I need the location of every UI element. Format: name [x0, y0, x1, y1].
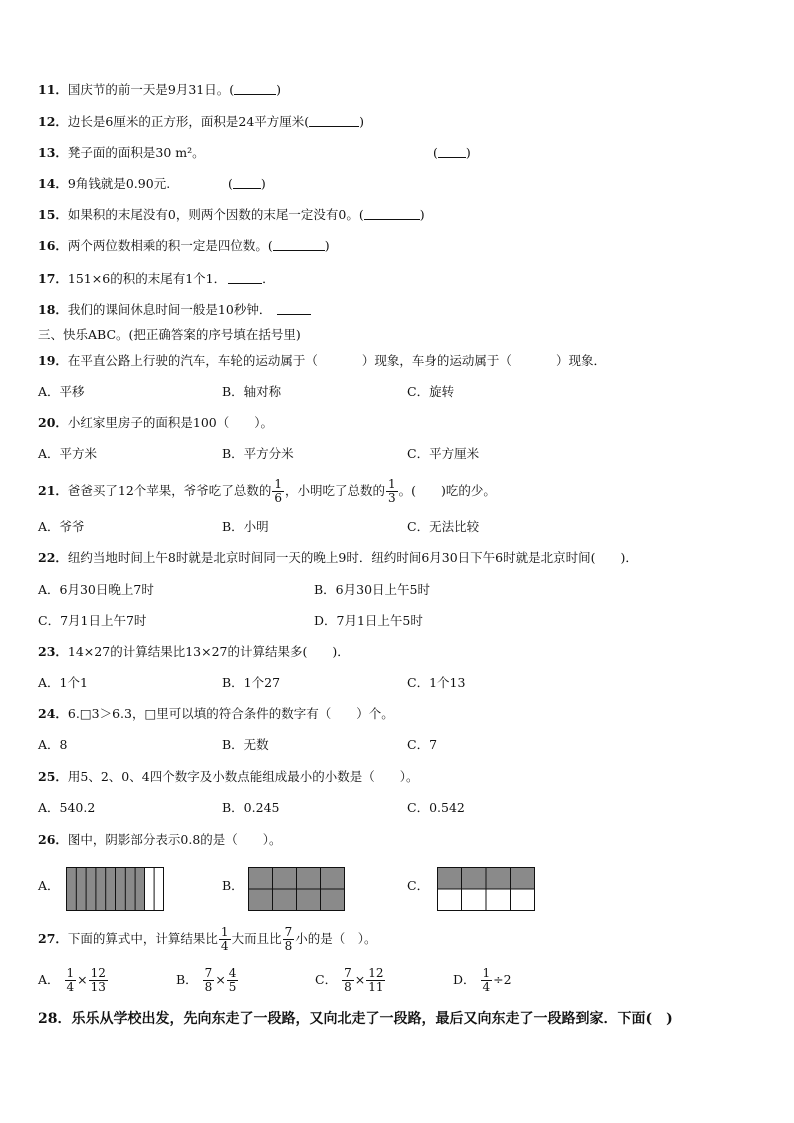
question-number: 18． — [38, 302, 68, 317]
option-c[interactable]: C． — [407, 878, 430, 893]
option-c[interactable]: C．1个13 — [407, 675, 466, 690]
option-c[interactable]: C．无法比较 — [407, 519, 480, 534]
question-text: 两个两位数相乘的积一定是四位数。( — [67, 238, 273, 253]
question-23 — [38, 643, 350, 661]
question-number: 21． — [38, 483, 68, 498]
question-number: 15． — [38, 207, 68, 222]
question-text: 用5、2、0、4四个数字及小数点能组成最小的小数是（ ）。 — [67, 769, 419, 784]
answer-blank[interactable] — [309, 114, 359, 127]
fraction: $\frac{12}{13}$ — [90, 966, 106, 994]
question-11 — [38, 81, 281, 99]
option-b[interactable]: B．1个27 — [222, 675, 281, 690]
option-d[interactable]: D． $\frac{1}{4}$ ÷2 — [453, 966, 512, 994]
paren-close: ) — [359, 114, 365, 129]
option-b[interactable]: B．平方分米 — [222, 446, 294, 461]
option-b[interactable]: B．小明 — [222, 519, 269, 534]
fraction: $\frac{4}{5}$ — [228, 966, 237, 994]
option-a[interactable]: A．1个1 — [38, 675, 88, 690]
question-14 — [38, 175, 298, 193]
question-27: 27．下面的算式中，计算结果比 $\frac{1}{4}$ 大而且比 $\frac{7}{8}$ 小的是（ ）。 — [38, 925, 377, 953]
option-b[interactable]: B． $\frac{7}{8}$ × $\frac{4}{5}$ — [176, 966, 237, 994]
question-number: 12． — [38, 114, 68, 129]
option-b[interactable]: B．轴对称 — [222, 384, 282, 399]
section-heading: 三、快乐ABC。(把正确答案的序号填在括号里) — [38, 327, 301, 342]
period: ． — [262, 271, 275, 286]
fraction: $\frac{1}{3}$ — [387, 477, 396, 505]
answer-blank[interactable] — [277, 302, 311, 315]
question-number: 19． — [38, 353, 68, 368]
option-b[interactable]: B．0.245 — [222, 800, 280, 815]
option-c[interactable]: C．7月1日上午7时 — [38, 613, 147, 628]
question-text: 14×27的计算结果比13×27的计算结果多( )． — [67, 644, 350, 659]
question-number: 16． — [38, 238, 68, 253]
question-number: 20． — [38, 415, 68, 430]
question-21: 21．爸爸买了12个苹果，爷爷吃了总数的 $\frac{1}{6}$ ，小明吃了总数的 $\frac{1}{3}$ 。( )吃的少。 — [38, 477, 496, 505]
question-18 — [38, 301, 311, 319]
option-c[interactable]: C．7 — [407, 737, 438, 752]
option-a[interactable]: A．平方米 — [38, 446, 98, 461]
option-a[interactable]: A．6月30日晚上7时 — [38, 582, 154, 597]
answer-paren: ( ) — [433, 145, 471, 160]
question-28 — [38, 1010, 673, 1028]
question-number: 27． — [38, 931, 68, 946]
answer-blank[interactable] — [438, 145, 466, 158]
question-number: 17． — [38, 271, 68, 286]
fraction: $\frac{7}{8}$ — [284, 925, 293, 953]
question-text: 小红家里房子的面积是100（ ）。 — [67, 415, 274, 430]
question-text: 9角钱就是0.90元. — [67, 176, 171, 191]
option-a[interactable]: A．8 — [38, 737, 68, 752]
question-25 — [38, 768, 418, 786]
question-19: 19．在平直公路上行驶的汽车，车轮的运动属于（ ）现象，车身的运动属于（ ）现象． — [38, 353, 606, 368]
fraction: $\frac{12}{11}$ — [368, 966, 384, 994]
fraction: $\frac{1}{4}$ — [482, 966, 491, 994]
option-c[interactable]: C．平方厘米 — [407, 446, 480, 461]
fraction: $\frac{1}{4}$ — [66, 966, 75, 994]
question-text: 151×6的积的末尾有1个1． — [67, 271, 227, 286]
question-26 — [38, 831, 282, 849]
paren-close: ) — [324, 238, 330, 253]
question-text: 纽约当地时间上午8时就是北京时间同一天的晚上9时．纽约时间6月30日下午6时就是北京时间( )． — [67, 550, 638, 565]
paren-close: ) — [276, 82, 282, 97]
answer-paren: ( ) — [228, 176, 266, 191]
question-text: 凳子面的面积是30 m²。 — [67, 145, 205, 160]
question-number: 11． — [38, 82, 68, 97]
option-b[interactable]: B． — [222, 878, 244, 893]
option-b[interactable]: B．无数 — [222, 737, 269, 752]
question-text: 国庆节的前一天是9月31日。( — [67, 82, 235, 97]
figure-a-vertical-strips[interactable] — [66, 867, 164, 911]
question-number: 28． — [38, 1011, 72, 1027]
question-15 — [38, 206, 425, 224]
question-text: 如果积的末尾没有0，则两个因数的末尾一定没有0。( — [67, 207, 364, 222]
option-a[interactable]: A．平移 — [38, 384, 85, 399]
figure-b-grid[interactable] — [248, 867, 345, 911]
fraction: $\frac{7}{8}$ — [204, 966, 213, 994]
question-number: 22． — [38, 550, 68, 565]
question-number: 25． — [38, 769, 68, 784]
answer-blank[interactable] — [273, 238, 325, 251]
question-13 — [38, 144, 488, 162]
question-number: 13． — [38, 145, 68, 160]
fraction: $\frac{7}{8}$ — [344, 966, 352, 994]
answer-blank[interactable] — [228, 271, 262, 284]
question-text: 我们的课间休息时间一般是10秒钟． — [67, 302, 272, 317]
option-d[interactable]: D．7月1日上午5时 — [314, 613, 423, 628]
question-17 — [38, 270, 275, 288]
question-text: 边长是6厘米的正方形，面积是24平方厘米( — [67, 114, 310, 129]
option-c[interactable]: C．0.542 — [407, 800, 465, 815]
paren-close: ) — [419, 207, 425, 222]
question-text: 6.□3＞6.3，□里可以填的符合条件的数字有（ ）个。 — [67, 706, 394, 721]
question-16 — [38, 237, 330, 255]
option-c[interactable]: C．旋转 — [407, 384, 455, 399]
option-a[interactable]: A．540.2 — [38, 800, 96, 815]
fraction: $\frac{1}{4}$ — [220, 925, 229, 953]
option-a[interactable]: A． $\frac{1}{4}$ × $\frac{12}{13}$ — [38, 966, 106, 994]
answer-blank[interactable] — [234, 82, 276, 95]
option-b[interactable]: B．6月30日上午5时 — [314, 582, 430, 597]
figure-c-grid[interactable] — [437, 867, 535, 911]
question-text: 图中，阴影部分表示0.8的是（ ）。 — [67, 832, 282, 847]
question-text: 乐乐从学校出发，先向东走了一段路，又向北走了一段路，最后又向东走了一段路到家．下面( ) — [71, 1011, 673, 1027]
option-a[interactable]: A．爷爷 — [38, 519, 85, 534]
fraction: $\frac{1}{6}$ — [274, 477, 282, 505]
question-number: 24． — [38, 706, 68, 721]
answer-blank[interactable] — [233, 176, 261, 189]
question-number: 23． — [38, 644, 68, 659]
option-c[interactable]: C． $\frac{7}{8}$ × $\frac{12}{11}$ — [315, 966, 384, 994]
question-number: 14． — [38, 176, 68, 191]
question-number: 26． — [38, 832, 68, 847]
answer-blank[interactable] — [364, 207, 420, 220]
question-12 — [38, 113, 364, 131]
question-24 — [38, 705, 394, 723]
option-a[interactable]: A． — [38, 878, 60, 893]
question-20 — [38, 414, 273, 432]
question-22 — [38, 549, 638, 567]
